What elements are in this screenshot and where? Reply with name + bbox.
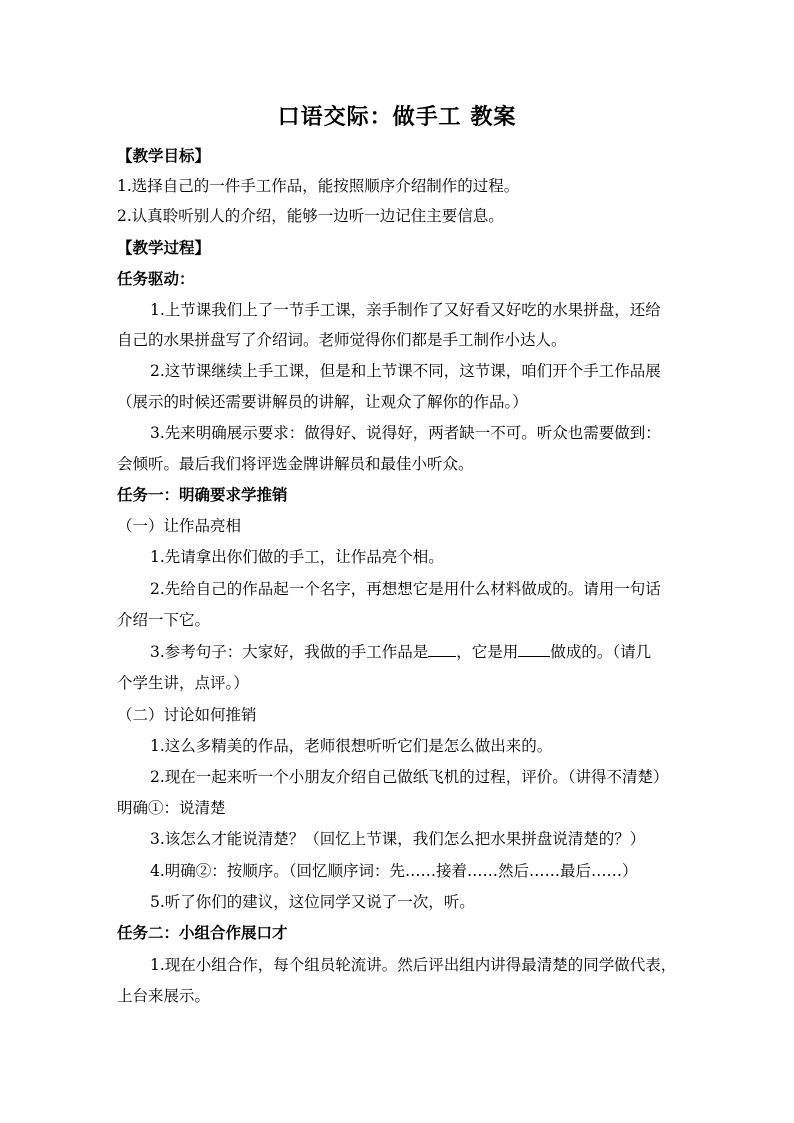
section-heading-goals: 【教学目标】 xyxy=(117,147,211,165)
sentence-part: 做成的。（请几 xyxy=(550,643,652,661)
task-heading-two: 任务二：小组合作展口才 xyxy=(117,924,288,942)
paragraph-line: 2.先给自己的作品起一个名字，再想想它是用什么材料做成的。请用一句话 xyxy=(150,580,661,598)
paragraph-line: 上台来展示。 xyxy=(117,987,211,1005)
fill-blank xyxy=(428,642,456,657)
paragraph-line: 4.明确②：按顺序。（回忆顺序词：先……接着……然后……最后……） xyxy=(150,862,638,880)
goal-item: 2.认真聆听别人的介绍，能够一边听一边记住主要信息。 xyxy=(117,207,504,225)
sentence-part: ，它是用 xyxy=(456,643,519,661)
paragraph-line: 明确①：说清楚 xyxy=(117,799,226,817)
paragraph-line: 3.先来明确展示要求：做得好、说得好，两者缺一不可。听众也需要做到： xyxy=(150,424,661,442)
paragraph-line: 2.现在一起来听一个小朋友介绍自己做纸飞机的过程，评价。（讲得不清楚） xyxy=(150,768,669,786)
sentence-part: 3.参考句子：大家好，我做的手工作品是 xyxy=(150,643,429,661)
paragraph-line: （展示的时候还需要讲解员的讲解，让观众了解你的作品。） xyxy=(117,393,528,411)
paragraph-line: 1.先请拿出你们做的手工，让作品亮个相。 xyxy=(150,548,444,566)
paragraph-line: 1.上节课我们上了一节手工课，亲手制作了又好看又好吃的水果拼盘，还给 xyxy=(150,301,661,319)
paragraph-line: 介绍一下它。 xyxy=(117,611,211,629)
subsection-heading: （一）让作品亮相 xyxy=(117,517,242,535)
paragraph-line: 自己的水果拼盘写了介绍词。老师觉得你们都是手工制作小达人。 xyxy=(117,331,567,349)
paragraph-line: 2.这节课继续上手工课，但是和上节课不同，这节课，咱们开个手工作品展 xyxy=(150,362,661,380)
section-heading-process: 【教学过程】 xyxy=(117,239,211,257)
paragraph-line-with-blanks xyxy=(150,642,682,662)
paragraph-line: 3.该怎么才能说清楚？（回忆上节课，我们怎么把水果拼盘说清楚的？） xyxy=(150,830,646,848)
task-heading-drive: 任务驱动： xyxy=(117,270,195,288)
paragraph-line: 个学生讲，点评。） xyxy=(117,674,249,692)
paragraph-line: 会倾听。最后我们将评选金牌讲解员和最佳小听众。 xyxy=(117,455,474,473)
document-title: 口语交际：做手工 教案 xyxy=(277,105,517,130)
task-heading-one: 任务一：明确要求学推销 xyxy=(117,486,288,504)
paragraph-line: 1.这么多精美的作品，老师很想听听它们是怎么做出来的。 xyxy=(150,737,553,755)
paragraph-line: 5.听了你们的建议，这位同学又说了一次，听。 xyxy=(150,893,475,911)
subsection-heading: （二）讨论如何推销 xyxy=(117,706,257,724)
fill-blank xyxy=(518,642,550,657)
goal-item: 1.选择自己的一件手工作品，能按照顺序介绍制作的过程。 xyxy=(117,177,520,195)
paragraph-line: 1.现在小组合作，每个组员轮流讲。然后评出组内讲得最清楚的同学做代表， xyxy=(150,956,677,974)
